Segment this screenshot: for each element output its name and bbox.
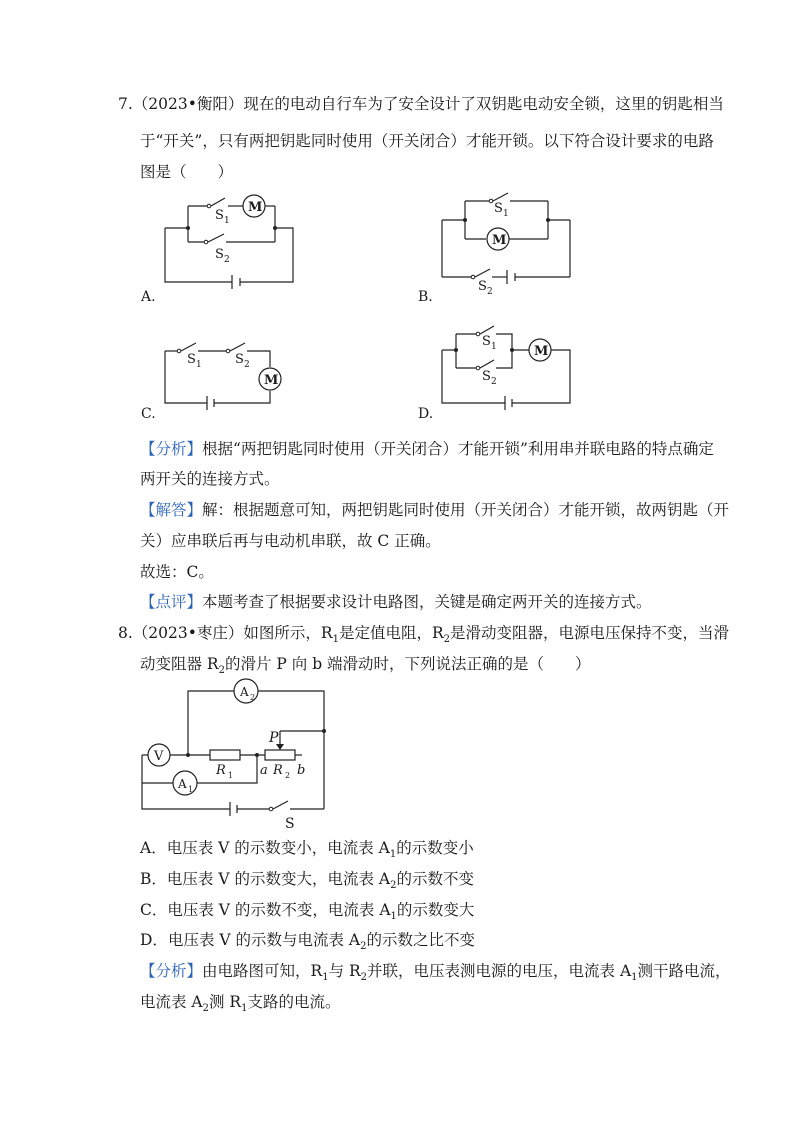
- svg-text:b: b: [297, 763, 306, 778]
- q7-line3: 图是（ ）: [140, 163, 234, 181]
- svg-text:A: A: [178, 777, 187, 791]
- q7-line2: 于“开关”，只有两把钥匙同时使用（开关闭合）才能开锁。以下符合设计要求的电路: [140, 132, 714, 150]
- svg-text:S: S: [285, 816, 295, 832]
- svg-text:1: 1: [503, 209, 509, 219]
- answer-tag: 【解答】: [140, 501, 203, 519]
- svg-text:2: 2: [285, 771, 291, 780]
- svg-text:2: 2: [487, 287, 493, 297]
- q7-analysis: 【分析】根据“两把钥匙同时使用（开关闭合）才能开锁”利用串并联电路的特点确定: [140, 440, 714, 458]
- svg-text:S: S: [235, 352, 244, 367]
- svg-text:R: R: [216, 763, 226, 778]
- svg-text:M: M: [264, 373, 279, 388]
- svg-text:1: 1: [188, 785, 194, 794]
- analysis-tag: 【分析】: [140, 962, 203, 980]
- q8-analysis-line2: 电流表 $A_2$测 $R_1$支路的电流。: [140, 993, 341, 1015]
- svg-text:M: M: [492, 233, 507, 248]
- svg-text:S: S: [482, 369, 491, 384]
- svg-text:S: S: [187, 352, 196, 367]
- q8-option-c: C．电压表 V 的示数不变，电流表 $A_1$的示数变大: [140, 901, 475, 923]
- svg-text:V: V: [154, 749, 164, 764]
- svg-text:2: 2: [250, 693, 256, 702]
- q7-answer-line2: 关）应串联后再与电动机串联，故 C 正确。: [140, 532, 441, 550]
- q8-line2: 动变阻器 $R_2$的滑片 P 向 b 端滑动时，下列说法正确的是（ ）: [140, 655, 591, 677]
- svg-text:S: S: [482, 334, 491, 349]
- svg-text:1: 1: [224, 216, 230, 226]
- q7-option-a: A.: [141, 289, 156, 305]
- svg-text:P: P: [269, 730, 279, 746]
- svg-text:1: 1: [196, 360, 202, 370]
- svg-text:S: S: [215, 208, 224, 223]
- svg-text:1: 1: [228, 771, 234, 780]
- svg-text:2: 2: [491, 377, 497, 387]
- q7-analysis-line2: 两开关的连接方式。: [140, 470, 280, 488]
- q7-option-d: D.: [418, 406, 434, 422]
- svg-text:S: S: [215, 247, 224, 262]
- svg-text:a: a: [260, 763, 268, 778]
- q8-line1: 8.（2023•枣庄）如图所示，$R_1$是定值电阻，$R_2$是滑动变阻器，电源电压保持不变，当滑: [118, 624, 729, 646]
- q8-option-a: A．电压表 V 的示数变小，电流表 $A_1$的示数变小: [140, 839, 474, 861]
- svg-text:S: S: [478, 279, 487, 294]
- q7-option-b: B.: [418, 289, 433, 305]
- svg-text:S: S: [494, 201, 503, 216]
- svg-text:M: M: [534, 344, 549, 359]
- q7-choice: 故选：C。: [140, 563, 214, 581]
- q8-option-b: B．电压表 V 的示数变大，电流表 $A_2$的示数不变: [140, 870, 474, 892]
- svg-text:1: 1: [491, 342, 497, 352]
- q7-review: 【点评】本题考查了根据要求设计电路图，关键是确定两开关的连接方式。: [140, 593, 652, 611]
- q7-answer: 【解答】解：根据题意可知，两把钥匙同时使用（开关闭合）才能开锁，故两钥匙（开: [140, 501, 730, 519]
- svg-text:R: R: [273, 763, 283, 778]
- q8-option-d: D．电压表 V 的示数与电流表 $A_2$的示数之比不变: [140, 931, 475, 953]
- svg-text:2: 2: [244, 360, 250, 370]
- q7-option-c: C.: [141, 406, 156, 422]
- analysis-tag: 【分析】: [140, 440, 203, 458]
- motor-label: M: [248, 200, 263, 215]
- q8-analysis: 【分析】由电路图可知，$R_1$与 $R_2$并联，电压表测电源的电压，电流表 $A_1$测干路电流，: [140, 962, 731, 984]
- svg-text:A: A: [240, 685, 249, 699]
- svg-text:2: 2: [224, 255, 230, 265]
- review-tag: 【点评】: [140, 593, 203, 611]
- q7-line1: 7.（2023•衡阳）现在的电动自行车为了安全设计了双钥匙电动安全锁，这里的钥匙相当: [118, 95, 724, 113]
